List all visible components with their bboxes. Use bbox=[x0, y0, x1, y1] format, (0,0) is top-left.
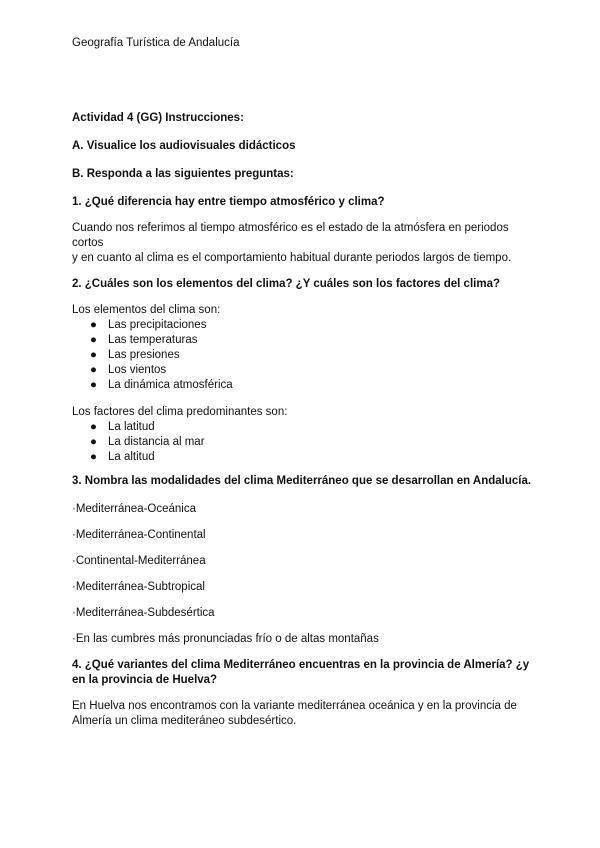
bullet-icon: ● bbox=[90, 364, 97, 376]
document-header: Geografía Turística de Andalucía bbox=[72, 37, 240, 49]
elements-list bbox=[72, 318, 542, 393]
activity-step-a: A. Visualice los audiovisuales didácticos bbox=[72, 140, 296, 152]
bullet-icon: ● bbox=[90, 451, 97, 463]
factors-list bbox=[72, 420, 542, 465]
question-2: 2. ¿Cuáles son los elementos del clima? ¿Y cuáles son los factores del clima? bbox=[72, 278, 500, 290]
list-item: ● Los vientos bbox=[90, 364, 167, 376]
bullet-icon: ● bbox=[90, 379, 97, 391]
bullet-icon: ● bbox=[90, 334, 97, 346]
question-4-line-2: en la provincia de Huelva? bbox=[72, 674, 218, 686]
bullet-icon: ● bbox=[90, 319, 97, 331]
list-item: ● La latitud bbox=[90, 421, 155, 433]
modality-item: ·Mediterránea-Oceánica bbox=[72, 503, 197, 515]
question-3: 3. Nombra las modalidades del clima Mediterráneo que se desarrollan en Andalucía. bbox=[72, 475, 532, 487]
bullet-icon: ● bbox=[90, 436, 97, 448]
answer-1 bbox=[72, 221, 542, 266]
list-item: ● Las temperaturas bbox=[90, 334, 198, 346]
answer-4-line-1: En Huelva nos encontramos con la variante mediterránea oceánica y en la provincia de bbox=[72, 700, 517, 712]
question-1: 1. ¿Qué diferencia hay entre tiempo atmosférico y clima? bbox=[72, 196, 385, 208]
list-item: ● Las precipitaciones bbox=[90, 319, 207, 331]
answer-1-line-2: y en cuanto al clima es el comportamiento habitual durante periodos largos de tiempo. bbox=[72, 252, 512, 264]
bullet-icon: ● bbox=[90, 349, 97, 361]
modality-item: ·Mediterránea-Subtropical bbox=[72, 581, 205, 593]
elements-intro: Los elementos del clima son: bbox=[72, 304, 221, 316]
answer-4-line-2: Almería un clima mediteráneo subdesértico. bbox=[72, 715, 297, 727]
modality-item: ·Continental-Mediterránea bbox=[72, 555, 206, 567]
activity-step-b: B. Responda a las siguientes preguntas: bbox=[72, 168, 294, 180]
bullet-icon: ● bbox=[90, 421, 97, 433]
list-item: ● La distancia al mar bbox=[90, 436, 205, 448]
answer-1-line-1: Cuando nos referimos al tiempo atmosférico es el estado de la atmósfera en periodos cortos bbox=[72, 222, 509, 249]
modality-item: ·Mediterránea-Continental bbox=[72, 529, 206, 541]
answer-4 bbox=[72, 699, 542, 729]
modality-item: ·En las cumbres más pronunciadas frío o de altas montañas bbox=[72, 633, 379, 645]
list-item: ● Las presiones bbox=[90, 349, 180, 361]
question-4 bbox=[72, 658, 542, 688]
activity-heading: Actividad 4 (GG) Instrucciones: bbox=[72, 112, 244, 124]
list-item: ● La altitud bbox=[90, 451, 155, 463]
modality-item: ·Mediterránea-Subdesértica bbox=[72, 607, 215, 619]
list-item: ● La dinámica atmosférica bbox=[90, 379, 233, 391]
factors-intro: Los factores del clima predominantes son: bbox=[72, 406, 288, 418]
document-body bbox=[72, 111, 542, 729]
question-4-line-1: 4. ¿Qué variantes del clima Mediterráneo encuentras en la provincia de Almería? ¿y bbox=[72, 659, 530, 671]
